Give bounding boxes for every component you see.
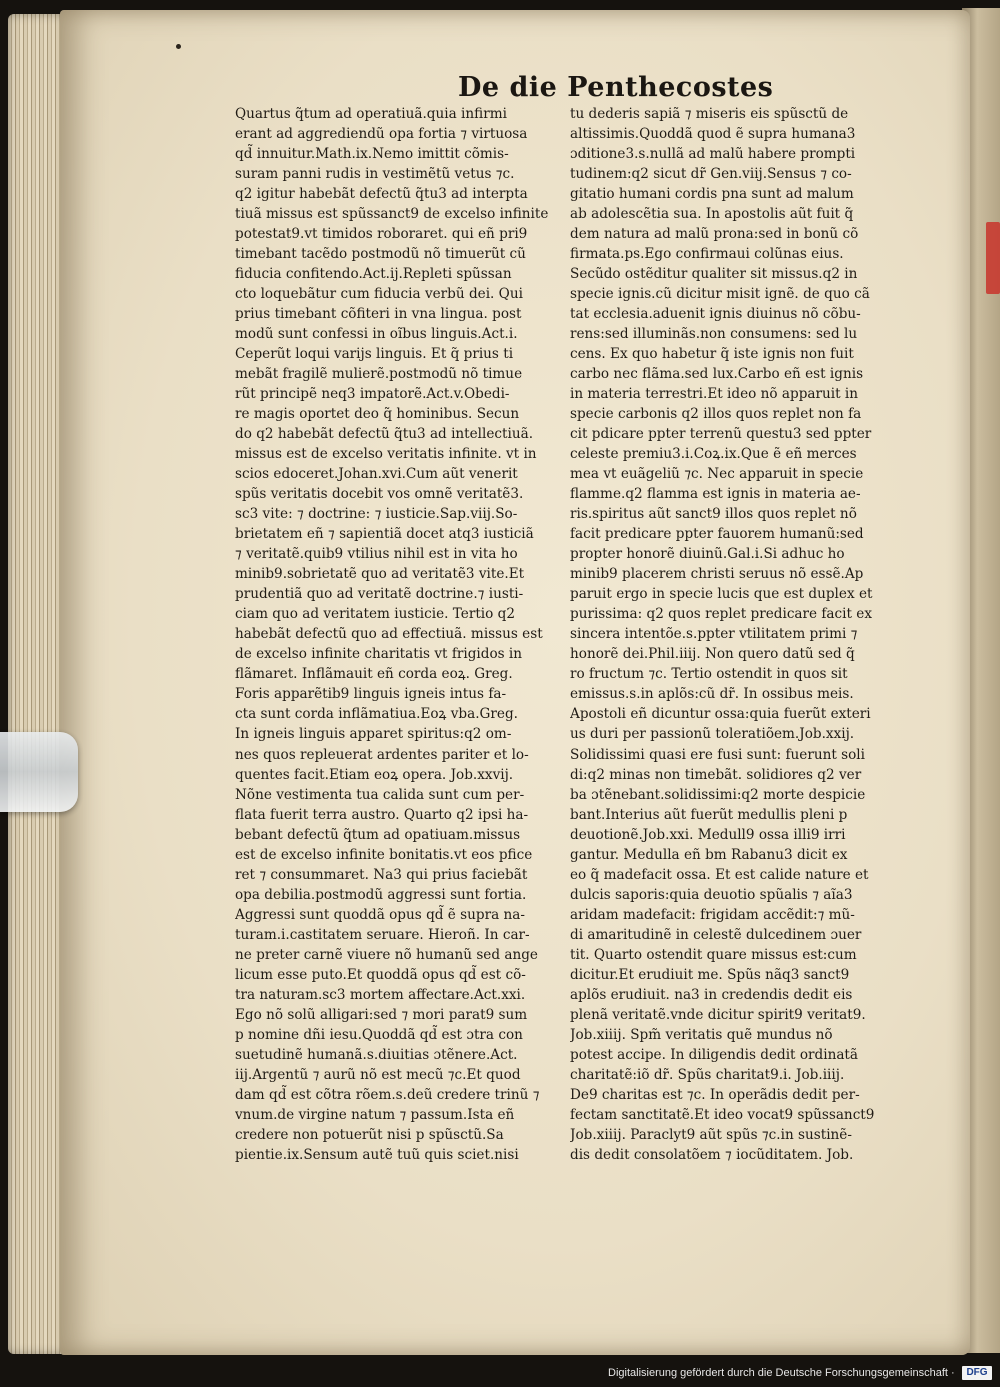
text-line: de excelso infinite charitatis vt frigidos in [235, 646, 523, 663]
text-line: habebãt defectũ quo ad effectiuã. missus est [235, 626, 543, 643]
text-line: firmata.ps.Ego confirmaui colũnas eius. [570, 246, 844, 263]
text-line: dis dedit consolatõem ⁊ iocũditatem. Job. [570, 1146, 854, 1163]
text-line: carbo nec flãma.sed lux.Carbo eñ est ignis [570, 366, 864, 383]
text-line: licum esse puto.Et quoddã opus qd̃ est cõ- [235, 966, 526, 983]
text-line: mea vt euãgeliũ ⁊c. Nec apparuit in specie [570, 466, 864, 483]
text-line: Secũdo ostẽditur qualiter sit missus.q2 in [570, 266, 858, 283]
text-line: flãmaret. Inflãmauit eñ corda eoꝝ. Greg. [235, 666, 513, 683]
text-line: in materia terrestri.Et ideo nõ apparuit in [570, 386, 859, 403]
text-line: ne preter carnẽ viuere nõ humanũ sed ange [235, 946, 538, 963]
text-line: scios edoceret.Johan.xvi.Cum aũt venerit [235, 466, 518, 483]
text-line: tu dederis sapiã ⁊ miseris eis spũsctũ de [570, 106, 849, 122]
text-line: modũ sunt confessi in oĩbus linguis.Act.i. [235, 326, 518, 343]
text-line: tit. Quarto ostendit quare missus est:cum [570, 946, 857, 963]
digitization-credit: Digitalisierung gefördert durch die Deutsche Forschungsgemeinschaft · [608, 1367, 955, 1379]
text-line: quentes facit.Etiam eoꝝ opera. Job.xxvij. [235, 766, 514, 783]
text-line: prudentiã quo ad veritatẽ doctrine.⁊ iusti- [235, 586, 524, 603]
text-line: plenã veritatẽ.vnde dicitur spirit9 veritat9. [570, 1006, 866, 1023]
text-line: specie ignis.cũ dicitur misit ignẽ. de quo cã [570, 286, 870, 303]
text-line: q2 igitur habebãt defectũ q̃tu3 ad interpta [235, 186, 528, 203]
text-line: ɔditione3.s.nullã ad malũ habere prompti [570, 146, 856, 163]
running-head: De die Penthecostes [458, 72, 774, 103]
text-line: dam qd̃ est cõtra rõem.s.deũ credere trinũ ⁊ [235, 1086, 540, 1103]
text-line: fectam sanctitatẽ.Et ideo vocat9 spũssanct9 [570, 1106, 875, 1123]
text-line: credere non potuerũt nisi p spũsctũ.Sa [235, 1126, 504, 1143]
text-line: spũs veritatis docebit vos omnẽ veritatẽ3. [235, 486, 524, 503]
text-line: timebant tacẽdo postmodũ nõ timuerũt cũ [235, 246, 526, 263]
text-line: tiuã missus est spũssanct9 de excelso infinite [235, 206, 549, 223]
text-line: minib9 placerem christi seruus nõ essẽ.Ap [570, 566, 864, 583]
text-line: emissus.s.in aplõs:cũ dr̃. In ossibus meis. [570, 686, 854, 703]
text-line: Ceperũt loqui varijs linguis. Et q̃ prius ti [235, 346, 514, 363]
text-line: potest accipe. In diligendis dedit ordinatã [570, 1046, 858, 1063]
text-line: bebant defectũ q̃tum ad opatiuam.missus [235, 826, 521, 843]
text-line: p nomine dñi iesu.Quoddã qd̃ est ɔtra con [235, 1026, 523, 1043]
text-line: nes quos repleuerat ardentes pariter et lo- [235, 746, 529, 763]
text-line: us duri per passionũ toleratiõem.Job.xxij. [570, 726, 855, 743]
text-line: ⁊ veritatẽ.quib9 vtilius nihil est in vita ho [235, 546, 518, 563]
text-line: flamme.q2 flamma est ignis in materia ae- [570, 486, 861, 503]
text-line: iij.Argentũ ⁊ aurũ nõ est mecũ ⁊c.Et quod [235, 1066, 521, 1083]
text-line: suetudinẽ humanã.s.diuitias ɔtẽnere.Act. [235, 1046, 518, 1063]
text-line: fiducia confitendo.Act.ij.Repleti spũssan [235, 266, 512, 283]
text-line: purissima: q2 quos replet predicare facit ex [570, 606, 872, 623]
text-line: re magis oportet deo q̃ hominibus. Secun [235, 406, 520, 423]
text-line: Foris apparẽtib9 linguis igneis intus fa- [235, 686, 507, 703]
text-line: ciam quo ad veritatem iusticie. Tertio q2 [235, 606, 515, 623]
text-column-left [235, 104, 573, 1165]
text-line: tudinem:q2 sicut dr̃ Gen.viij.Sensus ⁊ co- [570, 166, 852, 183]
text-line: ret ⁊ consummaret. Na3 qui prius faciebãt [235, 866, 528, 883]
text-line: facit predicare ppter fauorem humanũ:sed [570, 526, 864, 543]
text-line: aplõs erudiuit. na3 in credendis dedit eis [570, 986, 853, 1003]
text-line: do q2 habebãt defectũ q̃tu3 ad intellectiuã. [235, 426, 534, 443]
text-line: ro fructum ⁊c. Tertio ostendit in quos sit [570, 666, 848, 683]
ink-speck [176, 44, 181, 49]
text-line: pientie.ix.Sensum autẽ tuũ quis sciet.nisi [235, 1146, 519, 1163]
text-line: Aggressi sunt quoddã opus qd̃ ẽ supra na- [235, 906, 525, 923]
text-line: Solidissimi quasi ere fusi sunt: fuerunt soli [570, 746, 865, 763]
text-line: suram panni rudis in vestimẽtũ vetus ⁊c. [235, 166, 515, 183]
text-line: In igneis linguis apparet spiritus:q2 om- [235, 726, 512, 743]
text-line: ba ɔtẽnebant.solidissimi:q2 morte despicie [570, 786, 866, 803]
text-line: Nõne vestimenta tua calida sunt cum per- [235, 786, 525, 803]
text-line: rens:sed illuminãs.non consumens: sed lu [570, 326, 858, 343]
text-line: specie carbonis q2 illos quos replet non fa [570, 406, 862, 423]
text-line: aridam madefacit: frigidam accẽdit:⁊ mũ- [570, 906, 855, 923]
text-line: ris.spiritus aũt sanct9 illos quos replet nõ [570, 506, 857, 523]
text-line: gitatio humani cordis pna sunt ad malum [570, 186, 854, 203]
text-line: tra naturam.sc3 mortem affectare.Act.xxi. [235, 986, 526, 1003]
text-line: sc3 vite: ⁊ doctrine: ⁊ iusticie.Sap.viij.So- [235, 506, 518, 523]
text-line: di amaritudinẽ in celestẽ dulcedinem ɔuer [570, 926, 862, 943]
text-line: turam.i.castitatem seruare. Hieroñ. In car- [235, 926, 530, 943]
text-line: cens. Ex quo habetur q̃ iste ignis non fuit [570, 346, 854, 363]
text-line: qd̃ innuitur.Math.ix.Nemo imittit cõmis- [235, 146, 509, 163]
text-line: vnum.de virgine natum ⁊ passum.Ista eñ [235, 1106, 515, 1123]
text-line: dicitur.Et erudiuit me. Spũs nãq3 sanct9 [570, 966, 850, 983]
page-clamp [0, 732, 78, 812]
text-line: propter honorẽ diuinũ.Gal.i.Si adhuc ho [570, 546, 845, 563]
text-line: opa debilia.postmodũ aggressi sunt fortia. [235, 886, 527, 903]
text-line: celeste premiu3.i.Coꝝ.ix.Que ẽ eñ merces [570, 446, 857, 463]
text-line: mebãt fragilẽ mulierẽ.postmodũ nõ timue [235, 366, 523, 383]
text-line: flata fuerit terra austro. Quarto q2 ipsi ha- [235, 806, 529, 823]
text-line: paruit ergo in specie lucis que est duplex et [570, 586, 873, 603]
text-line: honorẽ dei.Phil.iiij. Non quero datũ sed q̃ [570, 646, 855, 663]
text-line: dulcis saporis:quia deuotio spũalis ⁊ aĩa3 [570, 886, 853, 903]
text-line: cta sunt corda inflãmatiua.Eoꝝ vba.Greg. [235, 706, 518, 723]
text-line: rũt principẽ neq3 impatorẽ.Act.v.Obedi- [235, 386, 510, 403]
text-line: est de excelso infinite bonitatis.vt eos pfice [235, 846, 533, 863]
text-line: cto loquebãtur cum fiducia verbũ dei. Qui [235, 286, 523, 303]
page-stack-edges [8, 14, 68, 1354]
text-line: Job.xiiij. Spm̃ veritatis quẽ mundus nõ [570, 1026, 833, 1043]
text-line: deuotionẽ.Job.xxi. Medull9 ossa illi9 irri [570, 826, 846, 843]
text-line: missus est de excelso veritatis infinite. vt in [235, 446, 537, 463]
red-bookmark-mark [986, 222, 1000, 294]
text-line: altissimis.Quoddã quod ẽ supra humana3 [570, 126, 856, 143]
text-line: dem natura ad malũ prona:sed in bonũ cõ [570, 226, 859, 243]
text-line: tat ecclesia.aduenit ignis diuinus nõ cõbu- [570, 306, 861, 323]
text-line: potestat9.vt timidos roboraret. qui eñ pri9 [235, 226, 528, 243]
text-line: eo q̃ madefacit ossa. Et est calide nature et [570, 866, 869, 883]
text-line: di:q2 minas non timebãt. solidiores q2 ver [570, 766, 862, 783]
text-line: charitatẽ:iõ dr̃. Spũs charitat9.i. Job.iiij. [570, 1066, 845, 1083]
text-column-right [570, 104, 915, 1165]
text-line: prius timebant cõfiteri in vna lingua. post [235, 306, 522, 323]
dfg-logo[interactable]: DFG [962, 1366, 992, 1380]
text-line: Apostoli eñ dicuntur ossa:quia fuerũt exteri [570, 706, 871, 723]
text-line: gantur. Medulla eñ bm Rabanu3 dicit ex [570, 846, 848, 863]
text-line: De9 charitas est ⁊c. In operãdis dedit per- [570, 1086, 860, 1103]
text-line: Job.xiiij. Paraclyt9 aũt spũs ⁊c.in sustinẽ- [570, 1126, 852, 1143]
text-line: Quartus q̃tum ad operatiuã.quia infirmi [235, 106, 507, 122]
text-line: cit pdicare ppter terrenũ questu3 sed ppter [570, 426, 872, 443]
text-line: sincera intentõe.s.ppter vtilitatem primi ⁊ [570, 626, 858, 643]
text-line: Ego nõ solũ alligari:sed ⁊ mori parat9 sum [235, 1006, 528, 1023]
text-line: ab adolescẽtia sua. In apostolis aũt fuit q̃ [570, 206, 854, 223]
text-line: brietatem eñ ⁊ sapientiã docet atq3 iusticiã [235, 526, 534, 543]
text-line: erant ad aggrediendũ opa fortia ⁊ virtuosa [235, 126, 528, 143]
text-line: minib9.sobrietatẽ quo ad veritatẽ3 vite.Et [235, 566, 525, 583]
text-line: bant.Interius aũt fuerũt medullis pleni p [570, 806, 848, 823]
